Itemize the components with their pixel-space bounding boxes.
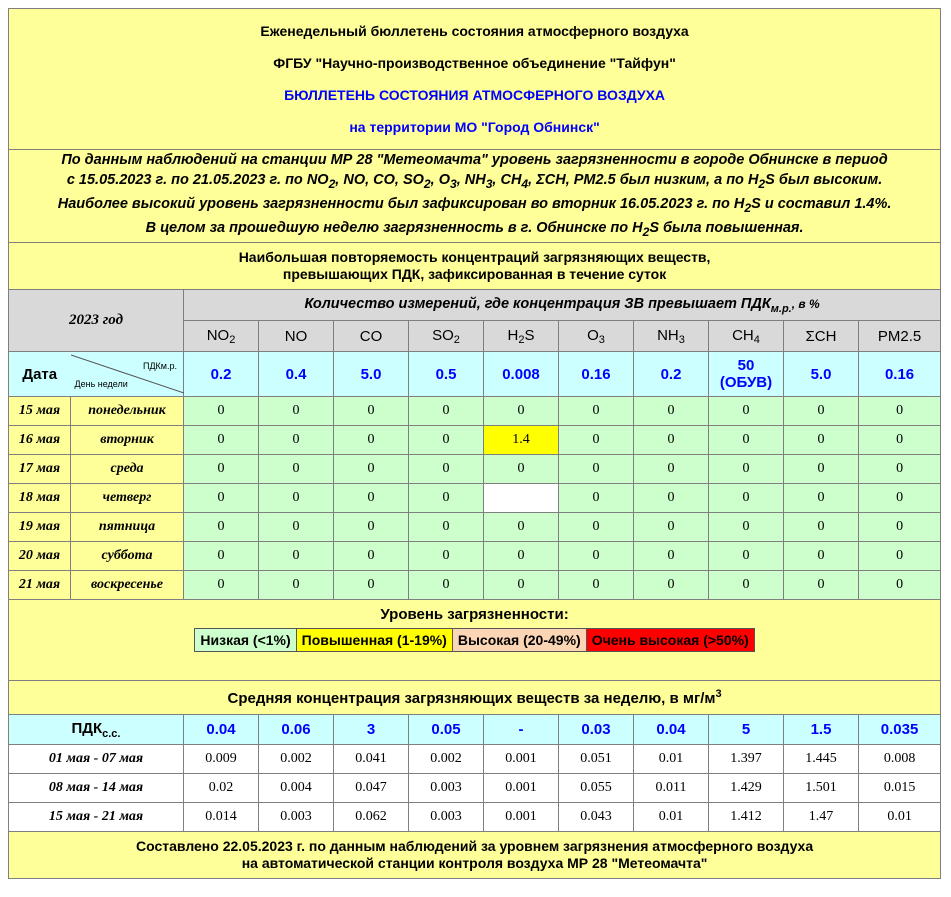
day-value: 0 [634, 484, 709, 513]
pdk-ss-value: 0.03 [559, 715, 634, 745]
week-value: 0.001 [484, 803, 559, 832]
day-value: 0 [484, 397, 559, 426]
day-value: 0 [859, 484, 941, 513]
week-value: 1.47 [784, 803, 859, 832]
day-value: 0 [259, 542, 334, 571]
week-period: 15 мая - 21 мая [9, 803, 184, 832]
header-block [9, 9, 941, 150]
day-date: 18 мая [9, 484, 71, 513]
pdk-ss-row [9, 715, 941, 745]
day-value: 0 [259, 426, 334, 455]
day-value: 0 [784, 484, 859, 513]
day-value: 0 [709, 571, 784, 600]
day-value: 0 [784, 397, 859, 426]
day-value: 0 [784, 542, 859, 571]
day-value: 0 [409, 542, 484, 571]
day-row [9, 397, 941, 426]
pollutant-header: $CH_4$ [709, 321, 784, 352]
day-value: 0 [334, 484, 409, 513]
pdk-mr-value: 0.008 [484, 352, 559, 397]
pollutant-header: PM2.5 [859, 321, 941, 352]
pdk-mr-value: 0.2 [634, 352, 709, 397]
day-value: 0 [859, 397, 941, 426]
pollutant-header: CO [334, 321, 409, 352]
week-value: 0.004 [259, 774, 334, 803]
pollutant-header: $H_2S$ [484, 321, 559, 352]
week-period: 01 мая - 07 мая [9, 745, 184, 774]
header-line-3: БЮЛЛЕТЕНЬ СОСТОЯНИЯ АТМОСФЕРНОГО ВОЗДУХА [284, 87, 666, 103]
pdk-ss-value: - [484, 715, 559, 745]
day-value: 0 [559, 426, 634, 455]
day-value: 0 [184, 542, 259, 571]
day-row [9, 542, 941, 571]
pollutant-header: $NH_3$ [634, 321, 709, 352]
legend-item: Очень высокая (>50%) [587, 629, 754, 651]
day-value: 0 [409, 571, 484, 600]
pdk-mr-value: 0.2 [184, 352, 259, 397]
day-date: 20 мая [9, 542, 71, 571]
day-value: 0 [634, 397, 709, 426]
day-value: 0 [859, 455, 941, 484]
day-value: 0 [859, 426, 941, 455]
day-value: 0 [334, 542, 409, 571]
legend-block [9, 600, 941, 681]
day-value: 0 [559, 484, 634, 513]
summary-block [9, 150, 941, 243]
week-value: 0.02 [184, 774, 259, 803]
day-row [9, 426, 941, 455]
day-value: 0 [859, 513, 941, 542]
day-value: 0 [259, 455, 334, 484]
day-date: 19 мая [9, 513, 71, 542]
day-value: 0 [184, 426, 259, 455]
pdk-ss-value: 0.04 [634, 715, 709, 745]
diagonal-header [71, 352, 184, 397]
day-value: 0 [634, 426, 709, 455]
summary-line-1: По данным наблюдений на станции МР 28 "Метеомачта" уровень загрязненности в городе Обнинске в период [61, 152, 888, 169]
day-value: 0 [409, 484, 484, 513]
week-row [9, 774, 941, 803]
pdk-mr-value: 5.0 [784, 352, 859, 397]
year-label: 2023 год [9, 290, 184, 352]
summary-line-2: с 15.05.2023 г. по 21.05.2023 г. по $NO_2$, NO, CO, $SO_2$, $O_3$, $NH_3$, $CH_4$, ΣCH, PM2.5 был низким, а по $H_2S$ был высоким. [66, 172, 883, 192]
week-value: 0.009 [184, 745, 259, 774]
week-value: 0.051 [559, 745, 634, 774]
day-value [484, 484, 559, 513]
day-value: 0 [409, 426, 484, 455]
day-value: 0 [859, 542, 941, 571]
week-row [9, 803, 941, 832]
week-value: 0.003 [259, 803, 334, 832]
pdk-ss-value: 0.06 [259, 715, 334, 745]
day-value: 0 [559, 513, 634, 542]
day-value: 0 [184, 484, 259, 513]
day-value: 0 [559, 397, 634, 426]
day-weekday: четверг [71, 484, 184, 513]
day-weekday: вторник [71, 426, 184, 455]
pdk-ss-label: $ПДК_{с.с.}$ [9, 715, 184, 745]
day-value: 0 [334, 426, 409, 455]
section1-title: Наибольшая повторяемость концентраций загрязняющих веществ, превышающих ПДК, зафиксированная в течение суток [9, 243, 941, 290]
week-value: 1.429 [709, 774, 784, 803]
week-value: 0.003 [409, 774, 484, 803]
week-value: 0.002 [259, 745, 334, 774]
day-value: 1.4 [484, 426, 559, 455]
legend-item: Повышенная (1-19%) [297, 629, 453, 651]
legend-item: Высокая (20-49%) [453, 629, 587, 651]
day-value: 0 [709, 397, 784, 426]
days-body [9, 397, 941, 600]
day-value: 0 [634, 513, 709, 542]
day-value: 0 [334, 513, 409, 542]
week-value: 0.002 [409, 745, 484, 774]
day-weekday: воскресенье [71, 571, 184, 600]
day-weekday: пятница [71, 513, 184, 542]
week-period: 08 мая - 14 мая [9, 774, 184, 803]
day-date: 17 мая [9, 455, 71, 484]
day-value: 0 [784, 426, 859, 455]
week-value: 0.041 [334, 745, 409, 774]
week-value: 0.055 [559, 774, 634, 803]
day-value: 0 [484, 455, 559, 484]
pdk-ss-value: 5 [709, 715, 784, 745]
bulletin-table [8, 8, 941, 879]
day-value: 0 [334, 397, 409, 426]
day-value: 0 [259, 513, 334, 542]
header-line-4: на территории МО "Город Обнинск" [349, 119, 600, 135]
day-weekday: среда [71, 455, 184, 484]
legend-item: Низкая (<1%) [195, 629, 296, 651]
summary-line-4: В целом за прошедшую неделю загрязненность в г. Обнинске по $H_2S$ была повышенная. [145, 219, 804, 239]
day-row [9, 513, 941, 542]
day-value: 0 [559, 542, 634, 571]
pdk-ss-value: 3 [334, 715, 409, 745]
pdk-mr-value: 0.4 [259, 352, 334, 397]
day-value: 0 [259, 571, 334, 600]
section2-title: Средняя концентрация загрязняющих веществ за неделю, в $мг/м^3$ [9, 681, 941, 715]
day-value: 0 [709, 542, 784, 571]
day-value: 0 [559, 455, 634, 484]
pdk-mr-value: 50 (ОБУВ) [709, 352, 784, 397]
day-value: 0 [559, 571, 634, 600]
day-value: 0 [184, 397, 259, 426]
day-value: 0 [634, 455, 709, 484]
day-value: 0 [184, 571, 259, 600]
pollutant-header: NO [259, 321, 334, 352]
day-value: 0 [409, 455, 484, 484]
pdk-mr-value: 5.0 [334, 352, 409, 397]
day-value: 0 [784, 513, 859, 542]
week-value: 0.047 [334, 774, 409, 803]
day-row [9, 484, 941, 513]
day-value: 0 [484, 571, 559, 600]
week-value: 0.01 [634, 745, 709, 774]
pdk-mr-value: 0.16 [559, 352, 634, 397]
footer-block [9, 832, 941, 879]
pdk-ss-value: 1.5 [784, 715, 859, 745]
day-value: 0 [784, 455, 859, 484]
pdk-mr-value: 0.5 [409, 352, 484, 397]
footer-line-1: Составлено 22.05.2023 г. по данным наблюдений за уровнем загрязнения атмосферного воздуха [135, 838, 814, 854]
week-value: 1.397 [709, 745, 784, 774]
bulletin [8, 8, 940, 879]
week-value: 1.501 [784, 774, 859, 803]
day-value: 0 [709, 484, 784, 513]
day-value: 0 [859, 571, 941, 600]
header-line-2: ФГБУ "Научно-производственное объединение "Тайфун" [273, 55, 676, 71]
pdk-ss-value: 0.05 [409, 715, 484, 745]
day-value: 0 [409, 513, 484, 542]
day-value: 0 [484, 542, 559, 571]
week-value: 0.014 [184, 803, 259, 832]
week-value: 1.445 [784, 745, 859, 774]
week-value: 1.412 [709, 803, 784, 832]
day-value: 0 [634, 571, 709, 600]
week-value: 0.003 [409, 803, 484, 832]
day-value: 0 [709, 455, 784, 484]
day-value: 0 [334, 571, 409, 600]
weeks-body [9, 745, 941, 832]
summary-line-3: Наиболее высокий уровень загрязненности был зафиксирован во вторник 16.05.2023 г. по $H_2S$ и составил 1.4%. [57, 196, 892, 215]
diag-bottom-label: День недели [74, 379, 128, 389]
pollutant-header: $NO_2$ [184, 321, 259, 352]
day-date: 16 мая [9, 426, 71, 455]
day-row [9, 455, 941, 484]
day-value: 0 [184, 455, 259, 484]
header-line-1: Еженедельный бюллетень состояния атмосферного воздуха [260, 23, 689, 39]
pdk-mr-value: 0.16 [859, 352, 941, 397]
week-value: 0.015 [859, 774, 941, 803]
day-row [9, 571, 941, 600]
week-value: 0.062 [334, 803, 409, 832]
count-header-row [9, 290, 941, 321]
legend [194, 628, 754, 652]
day-value: 0 [709, 426, 784, 455]
diag-top-label: ПДКм.р. [142, 361, 177, 371]
pdk-mr-row [9, 352, 941, 397]
week-value: 0.001 [484, 774, 559, 803]
day-date: 21 мая [9, 571, 71, 600]
pollutant-header: $SO_2$ [409, 321, 484, 352]
pdk-ss-value: 0.04 [184, 715, 259, 745]
week-value: 0.01 [634, 803, 709, 832]
day-weekday: суббота [71, 542, 184, 571]
pollutant-header: ΣCH [784, 321, 859, 352]
day-value: 0 [184, 513, 259, 542]
day-value: 0 [259, 397, 334, 426]
day-value: 0 [484, 513, 559, 542]
week-value: 0.01 [859, 803, 941, 832]
legend-title: Уровень загрязненности: [380, 606, 569, 623]
week-value: 0.043 [559, 803, 634, 832]
day-value: 0 [784, 571, 859, 600]
week-row [9, 745, 941, 774]
day-value: 0 [709, 513, 784, 542]
pollutant-header: $O_3$ [559, 321, 634, 352]
count-header: Количество измерений, где концентрация ЗВ превышает $ПДК_{м.р.}$, в % [184, 290, 941, 321]
day-date: 15 мая [9, 397, 71, 426]
day-value: 0 [409, 397, 484, 426]
day-value: 0 [334, 455, 409, 484]
date-label: Дата [9, 352, 71, 397]
day-value: 0 [634, 542, 709, 571]
week-value: 0.008 [859, 745, 941, 774]
week-value: 0.011 [634, 774, 709, 803]
day-value: 0 [259, 484, 334, 513]
week-value: 0.001 [484, 745, 559, 774]
footer-line-2: на автоматической станции контроля воздуха МР 28 "Метеомачта" [241, 855, 708, 871]
pdk-ss-value: 0.035 [859, 715, 941, 745]
day-weekday: понедельник [71, 397, 184, 426]
